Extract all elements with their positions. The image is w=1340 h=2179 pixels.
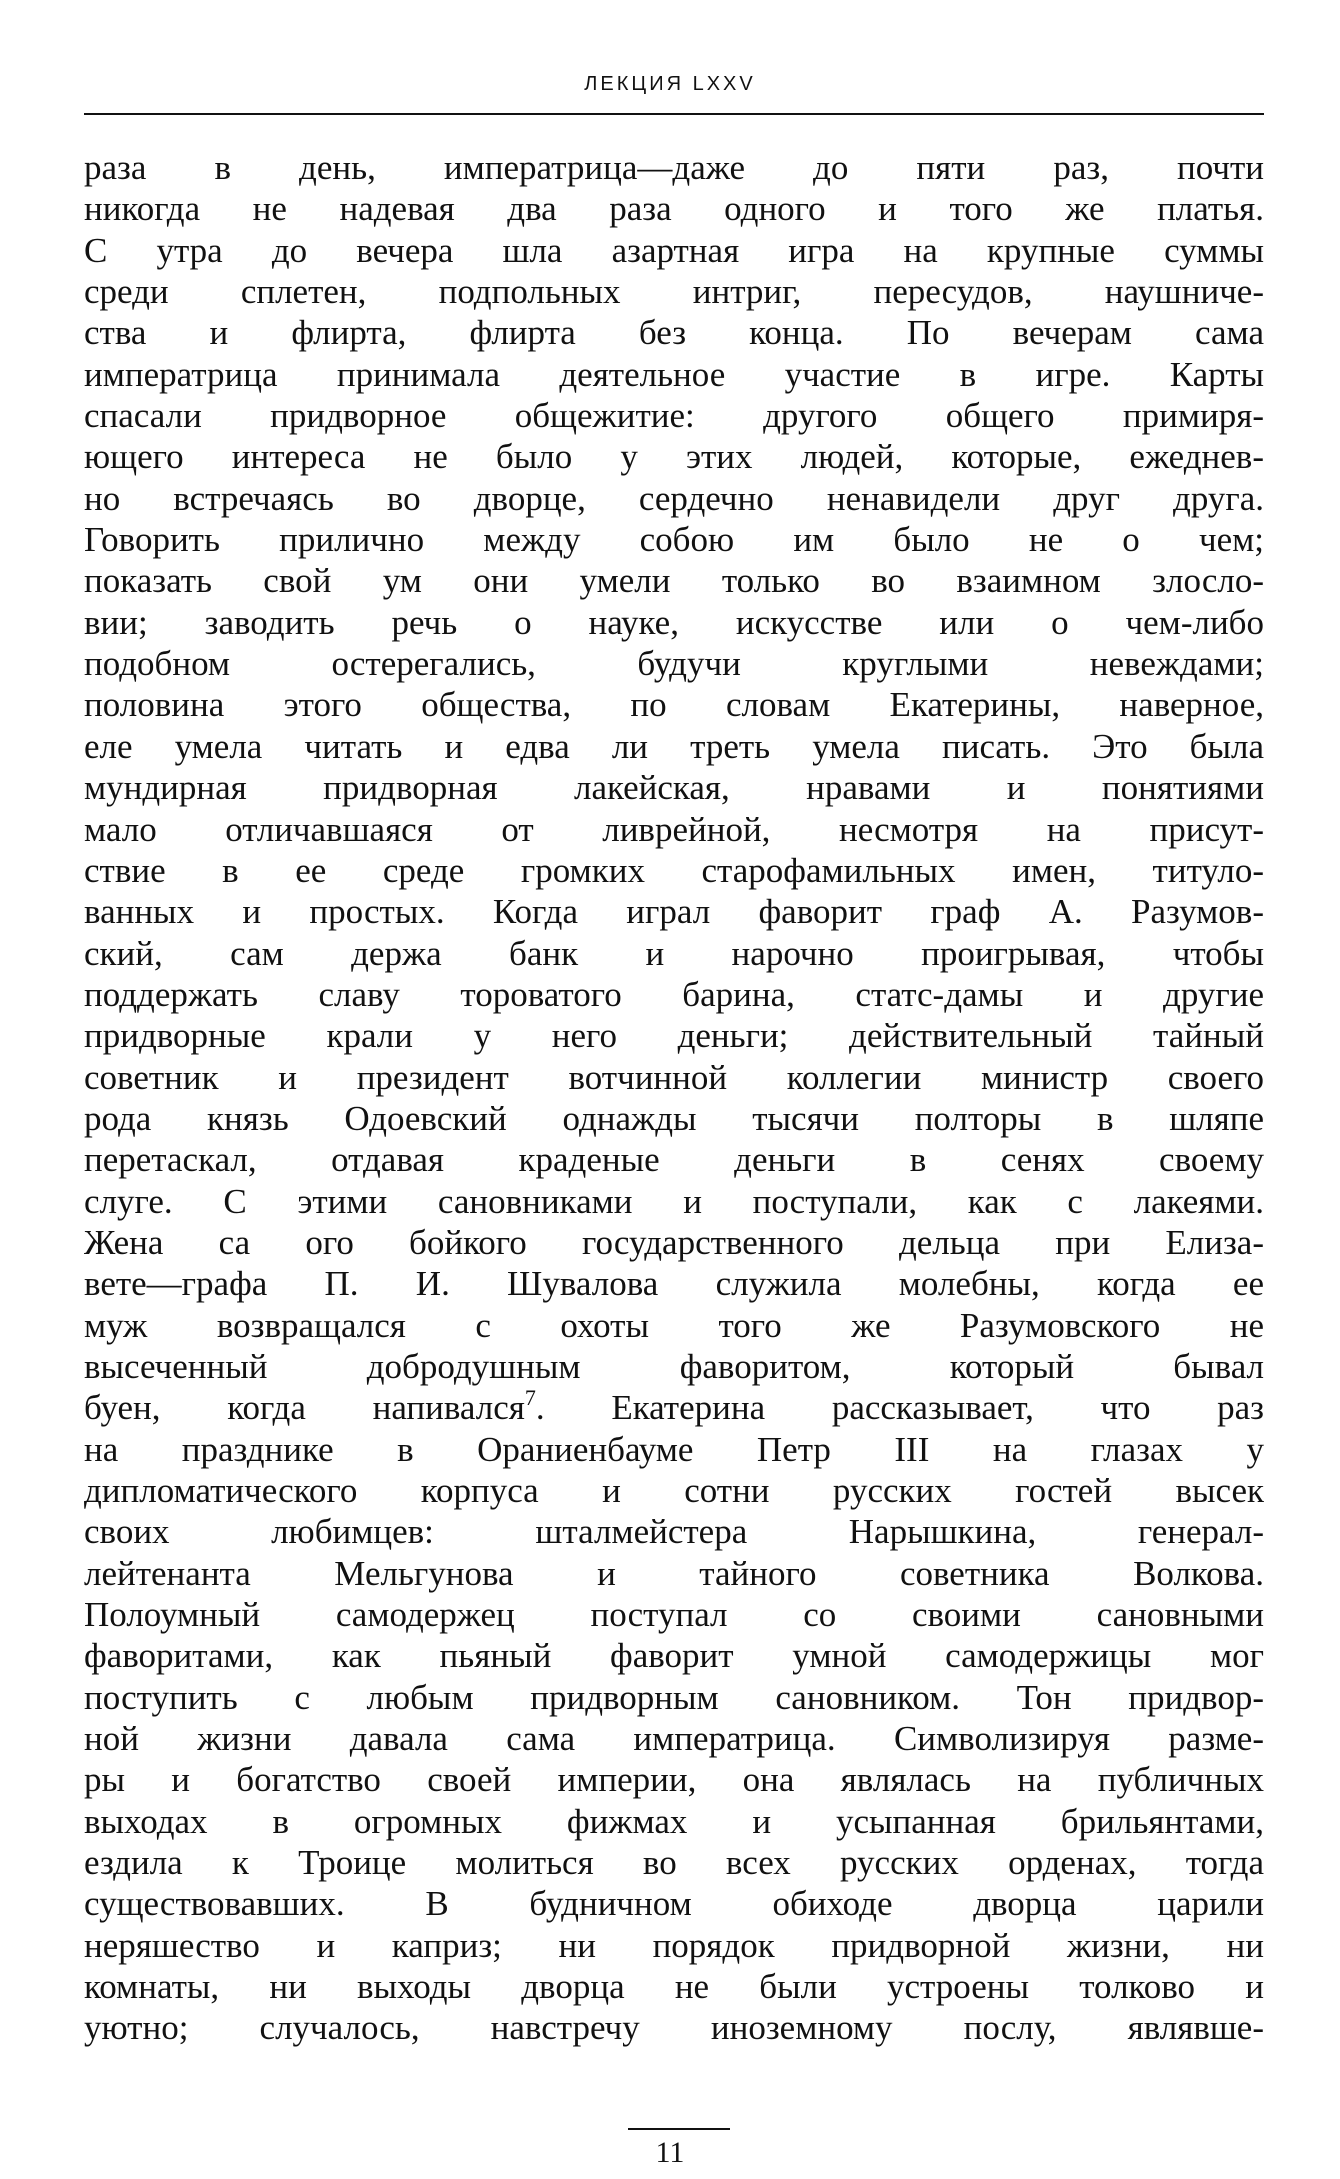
text-line: но встречаясь во дворце, сердечно ненавидели друг друга.: [84, 478, 1264, 518]
text-line: спасали придворное общежитие: другого общего примиря-: [84, 396, 1264, 436]
text-line: ства и флирта, флирта без конца. По вечерам сама: [84, 313, 1264, 353]
footer-rule: [628, 2128, 730, 2130]
body-text: [84, 147, 1264, 2049]
text-line: слуге. С этими сановниками и поступали, как с лакеями.: [84, 1181, 1264, 1221]
text-line: ной жизни давала сама императрица. Символизируя разме-: [84, 1719, 1264, 1759]
text-line: среди сплетен, подпольных интриг, пересудов, наушниче-: [84, 272, 1264, 312]
text-segment: буен, когда напивался: [84, 1388, 525, 1428]
text-line: рода князь Одоевский однажды тысячи полторы в шляпе: [84, 1098, 1264, 1138]
text-line: муж возвращался с охоты того же Разумовского не: [84, 1305, 1264, 1345]
text-line: раза в день, императрица—даже до пяти раз, почти: [84, 148, 1264, 187]
text-line: поступить с любым придворным сановником. Тон придвор-: [84, 1677, 1264, 1717]
text-line: еле умела читать и едва ли треть умела писать. Это была: [84, 726, 1264, 766]
text-line: ющего интереса не было у этих людей, которые, ежеднев-: [84, 437, 1264, 477]
text-line: [84, 1387, 1264, 1428]
text-line: никогда не надевая два раза одного и того же платья.: [84, 189, 1264, 229]
text-line: ездила к Троице молиться во всех русских орденах, тогда: [84, 1843, 1264, 1883]
text-line: мало отличавшаяся от ливрейной, несмотря на присут-: [84, 809, 1264, 849]
footnote-marker: 7: [524, 1387, 536, 1411]
text-line: вии; заводить речь о науке, искусстве или о чем-либо: [84, 602, 1264, 642]
text-line: неряшество и каприз; ни порядок придворной жизни, ни: [84, 1925, 1264, 1965]
text-line: лейтенанта Мельгунова и тайного советника Волкова.: [84, 1553, 1264, 1593]
text-line: подобном остерегались, будучи круглыми невеждами;: [84, 644, 1264, 684]
text-line: существовавших. В будничном обиходе дворца царили: [84, 1884, 1264, 1924]
text-line: ствие в ее среде громких старофамильных имен, титуло-: [84, 850, 1264, 890]
text-segment: . Екатерина рассказывает, что раз: [535, 1388, 1264, 1428]
text-line: советник и президент вотчинной коллегии министр своего: [84, 1057, 1264, 1097]
text-line: высеченный добродушным фаворитом, который бывал: [84, 1346, 1264, 1386]
text-line: Жена са ого бойкого государственного дельца при Елиза-: [84, 1222, 1264, 1262]
text-line: императрица принимала деятельное участие в игре. Карты: [84, 354, 1264, 394]
header-rule: [84, 113, 1264, 115]
text-line: перетаскал, отдавая краденые деньги в сенях своему: [84, 1140, 1264, 1180]
text-line: своих любимцев: шталмейстера Нарышкина, генерал-: [84, 1512, 1264, 1552]
text-line: ры и богатство своей империи, она являлась на публичных: [84, 1760, 1264, 1800]
text-line: комнаты, ни выходы дворца не были устроены толково и: [84, 1967, 1264, 2007]
text-line: выходах в огромных фижмах и усыпанная брильянтами,: [84, 1801, 1264, 1841]
text-line: ский, сам держа банк и нарочно проигрывая, чтобы: [84, 933, 1264, 973]
text-line: на празднике в Ораниенбауме Петр III на глазах у: [84, 1429, 1264, 1469]
text-line: ванных и простых. Когда играл фаворит граф А. Разумов-: [84, 892, 1264, 932]
page-number: 11: [655, 2136, 685, 2169]
text-line: вете—графа П. И. Шувалова служила молебны, когда ее: [84, 1264, 1264, 1304]
running-title: ЛЕКЦИЯ LXXV: [584, 73, 756, 95]
text-line: мундирная придворная лакейская, нравами и понятиями: [84, 768, 1264, 808]
text-line: уютно; случалось, навстречу иноземному послу, являвше-: [84, 2008, 1264, 2048]
text-line: половина этого общества, по словам Екатерины, наверное,: [84, 685, 1264, 725]
text-line: поддержать славу тороватого барина, статс-дамы и другие: [84, 974, 1264, 1014]
text-line: Говорить прилично между собою им было не о чем;: [84, 520, 1264, 560]
text-line: фаворитами, как пьяный фаворит умной самодержицы мог: [84, 1636, 1264, 1676]
text-line: С утра до вечера шла азартная игра на крупные суммы: [84, 230, 1264, 270]
text-line: показать свой ум они умели только во взаимном злосло-: [84, 561, 1264, 601]
text-line: дипломатического корпуса и сотни русских гостей высек: [84, 1471, 1264, 1510]
text-line: Полоумный самодержец поступал со своими сановными: [84, 1595, 1264, 1635]
text-line: придворные крали у него деньги; действительный тайный: [84, 1016, 1264, 1056]
